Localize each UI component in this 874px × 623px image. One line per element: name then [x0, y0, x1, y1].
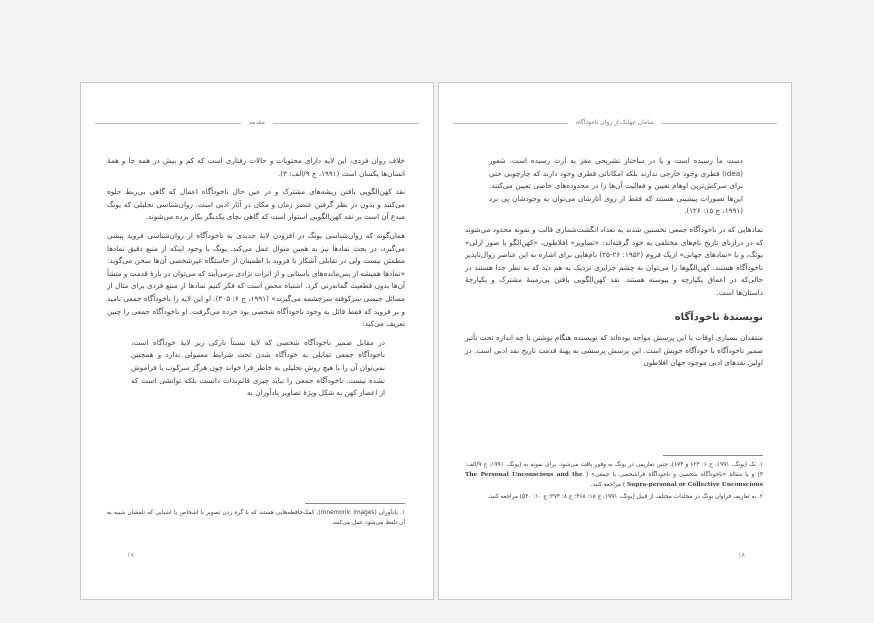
left-running-head-text: مقدمه	[241, 119, 273, 126]
right-running-head	[453, 119, 777, 131]
left-paragraph-3: همان‌گونه که روان‌شناسی یونگ در افزودن لایهٔ جدیدی به ناخودآگاه از روان‌شناسی فروید پیشی می‌گیرد، در بحث نمادها نیز به همین منوال عمل می‌کند. یونگ با وجود اینکه از منبع دقیق نمادها مطمئن نیست ولی در تقابلی آشکار با فروید با اطمینان از خاستگاه غیرشخصی آن‌ها سخن می‌گوید: «نمادها همیشه از پس‌مانده‌های باستانی و از اثرات نژادی برمی‌آیند که می‌توان در بارهٔ قدمت و منشأ آن‌ها بدون قطعیت گمانه‌زنی کرد. اشتباه محض است که فکر کنیم نمادها از منبع فردی برای مثال از مسائل جنسی سرکوفته سرچشمه می‌گیرند» (۱۹۹۱، ج ۶: ۳۰۵). او این لایه را ناخودآگاه جمعی نامید و بر فروید که فقط قائل به وجود ناخودآگاه شخصی بود خرده می‌گرفت. او ناخودآگاه جمعی را چنین تعریف می‌کند:	[107, 230, 405, 329]
left-footnotes	[107, 503, 405, 530]
right-paragraph-1: نمادهایی که در ناخودآگاه جمعی نخستین شدند به تعداد انگشت‌شماری قالب و نمونه محدود می‌شوند که در درازنای تاریخ نام‌های مختلفی به خود گرفته‌اند: «تصاویر» افلاطون، «کهن‌الگو یا صور ازلی» یونگ، و یا «نمادهای جهانی» اریک فروم (۱۹۵۲: ۲۶-۲۵) نام‌هایی برای اشاره به این عناصر زوال‌ناپذیر ناخودآگاه هستند. کهن‌الگوها را می‌توان به چشم جزایری نزدیک به هم دید که به نظر جدا هستند در حالی‌که در اعماق یکپارچه و پیوسته هستند. نقد کهن‌الگویی یافتن پی‌زمینهٔ مشترک و یکپارچهٔ داستان‌ها است.	[465, 224, 763, 297]
right-footnote-1-text: ۱. نک (یونگ، ۱۹۹۱، ج ۶: ۶۲۳ و ۶۷۴). چنین تعاریفی در یونگ به وفور یافت می‌شود. برای نمونه به (یونگ، ۱۹۹۱، ج ۹/الف: ۳) و یا مقالهٔ «ناخودآگاه شخصی و ناخودآگاه فراشخصی یا جمعی» (	[465, 462, 763, 478]
right-body-text	[465, 155, 763, 376]
right-page-number: ۱۸	[738, 551, 745, 559]
right-footnotes	[465, 455, 763, 504]
left-footnote-1: ۱. یادآوران (mnemonic images)، کمک‌حافظه‌هایی هستند که با گره زدن تصویر با اشخاص یا اشیایی که نامشان شبیه به آن تلفظ می‌شود عمل می‌کنند.	[107, 510, 405, 526]
right-footnote-1-end: ) مراجعه کنید.	[590, 482, 626, 488]
left-running-head	[95, 119, 419, 131]
section-title: نویسندهٔ ناخودآگاه	[674, 311, 763, 323]
left-paragraph-2: نقد کهن‌الگویی بافتن ریشه‌های مشترک و در عین حال ناخودآگاه اعمال که گاهی بی‌ربط جلوه می‌کنند و بدون در نظر گرفتن عنصر زمان و مکان در آثار ادبی است. روان‌شناسی تحلیلی که یونگ مبدع آن است بر نقد کهن‌الگویی استوار است که گاهی بجای یکدیگر بکار برده می‌شوند.	[107, 187, 405, 222]
left-page-number: ۱۷	[127, 551, 134, 559]
left-body-text	[107, 155, 405, 406]
right-footnote-rule	[663, 455, 763, 456]
left-paragraph-1: خلاف روان فردی، این لایه دارای محتویات و حالات رفتاری است که کم و بیش در همه جا و همهٔ انسان‌ها یکسان است (۱۹۹۱، ج ۹/الف: ۳).	[107, 156, 405, 178]
right-block-quote: دست ما رسیده است و یا در ساختار تشریحی مغز به ارث رسیده است. شعور (idea) فطری وجود خارجی ندارند بلکه امکاناتی فطری وجود دارند که چارچوبی حتی برای سرکش‌ترین اوهام تعیین و فعالیت آن‌ها را در محدوده‌های خاصی تعیین می‌کنند. این‌ها تصورات پیشینی هستند که فقط از روی آثارشان می‌توان به وجودشان پی برد (۱۹۹۱، ج ۱۵: ۱۲۶).	[489, 156, 743, 216]
right-page	[438, 82, 792, 600]
left-page	[80, 82, 434, 600]
right-footnote-1	[465, 460, 763, 490]
left-footnote-rule	[305, 503, 405, 504]
right-section-paragraph: منتقدان بسیاری اوقات با این پرسش مواجه بوده‌اند که نویسنده هنگام نوشتن تا چه اندازه تحت تأثیر ضمیر ناخودآگاه یا خودآگاه خویش است. این پرسش پرسشی به پهنهٔ قدمت تاریخ نقد ادبی است. در اولین نقدهای ادبی موجود جهان افلاطون	[465, 333, 763, 368]
right-running-head-text: سامان جهانک از روان ناخودآگاه	[568, 119, 662, 126]
left-block-quote: در مقابل ضمیر ناخودآگاه شخصی که لایهٔ نسبتاً نازکی زیر لایهٔ خودآگاه است، ناخودآگاه جمعی تمایلی به خودآگاه شدن تحت شرایط معمولی ندارد و همچنین نمی‌توان آن را با هیچ روش تحلیلی به خاطر فرا خواند چون هرگز سرکوب یا فراموش نشده نیست. ناخودآگاه جمعی را نباید چیزی قائم‌بذات دانست بلکه توانشی است که از اعصار کهن به شکل ویژهٔ تصاویر یادآوران به	[131, 337, 385, 398]
right-footnote-2: ۲. به تعاریف فراوان یونگ در مجلدات مختلف از قبیل (یونگ، ۱۹۹۱، ج ۱۸: ۴۶۸؛ ج ۸: ۳۷۳؛ ج ۱۰: ۵۳۰) مراجعه کنید.	[487, 494, 763, 500]
right-footnote-1-latin: The Personal Unconscious and the Supra-personal or Collective Unconscious	[465, 472, 763, 488]
